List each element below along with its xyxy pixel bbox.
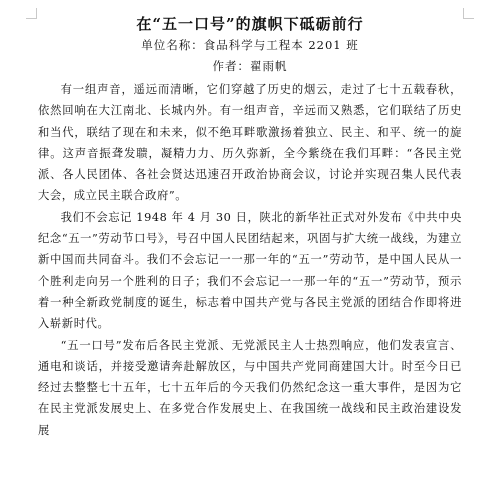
unit-name: 单位名称：食品科学与工程本 2201 班 [141, 38, 359, 52]
paragraph: 有一组声音，遥远而清晰，它们穿越了历史的烟云，走过了七十五载春秋，依然回响在大江南北、长城内外。有一组声音，辛远而又熟悉，它们联结了历史和当代，联结了现在和未来，似不绝耳畔歌激扬着独立、民主、和平、统一的旋律。这声音振聋发聩，凝精力力、历久弥新，全今紫绕在我们耳畔：“各民主党派、各人民团体、各社会贤达迅速召开政治协商会议，讨论并实现召集人民代表大会，成立民主联合政府”。 [38, 83, 462, 203]
margin-corner-mark [26, 8, 37, 19]
margin-corner-mark [463, 8, 474, 19]
paragraph: “五一口号”发布后各民主党派、无党派民主人士热烈响应，他们发表宣言、通电和谈话，并接受邀请奔赴解放区，与中国共产党同商建国大计。时至今日已经过去整整七十五年，七十五年后的今天我们仍然纪念这一重大事件，是因为它在民主党派发展史上、在多党合作发展史上、在我国统一战线和民主政治建设发展 [38, 338, 462, 437]
document-body [38, 14, 462, 441]
paragraph: 我们不会忘记 1948 年 4 月 30 日，陕北的新华社正式对外发布《中共中央纪念“五一”劳动节口号》，号召中国人民团结起来，巩固与扩大统一战线，为建立新中国而共同奋斗。我们不会忘记一一那一年的“五一”劳动节，是中国人民从一个胜利走向另一个胜利的日子；我们不会忘记一一那一年的“五一”劳动节，预示着一种全新政党制度的诞生，标志着中国共产党与各民主党派的团结合作即将进入崭新时代。 [38, 210, 462, 331]
author-name: 作者：翟雨帆 [212, 59, 288, 73]
document-title: 在“五一口号”的旗帜下砥砺前行 [136, 15, 364, 33]
